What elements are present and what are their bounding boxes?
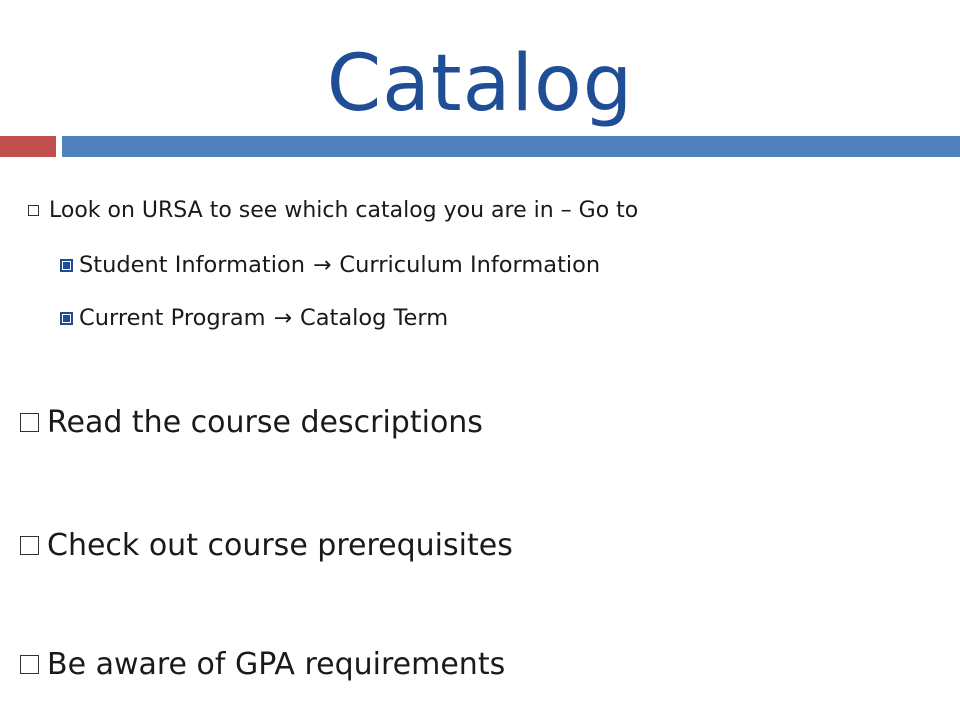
hollow-square-bullet-icon [20,655,39,674]
hollow-square-bullet-icon [20,413,39,432]
bullet-item-intro [28,198,638,223]
sub-bullet-item-2 [60,305,448,331]
filled-square-bullet-icon [60,259,73,272]
bullet-text: Look on URSA to see which catalog you are in – Go to [49,198,639,223]
bullet-text: Read the course descriptions [47,405,483,440]
sub-bullet-item-1 [60,252,600,278]
hollow-square-bullet-icon [20,536,39,555]
bullet-text: Be aware of GPA requirements [47,647,506,682]
bullet-item-prereq [20,528,513,563]
sub-bullet-to: Catalog Term [300,305,449,331]
slide-title: Catalog [326,39,634,129]
bullet-item-gpa [20,647,505,682]
bullet-text: Check out course prerequisites [47,528,513,563]
hollow-square-bullet-icon [28,205,39,216]
bullet-item-read [20,405,483,440]
sub-bullet-to: Curriculum Information [339,252,601,278]
title-rule-blue [62,136,960,157]
right-arrow-icon: → [273,305,293,331]
filled-square-bullet-icon [60,312,73,325]
title-rule-red [0,136,56,157]
sub-bullet-from: Current Program [79,305,266,331]
right-arrow-icon: → [312,252,332,278]
sub-bullet-from: Student Information [79,252,305,278]
